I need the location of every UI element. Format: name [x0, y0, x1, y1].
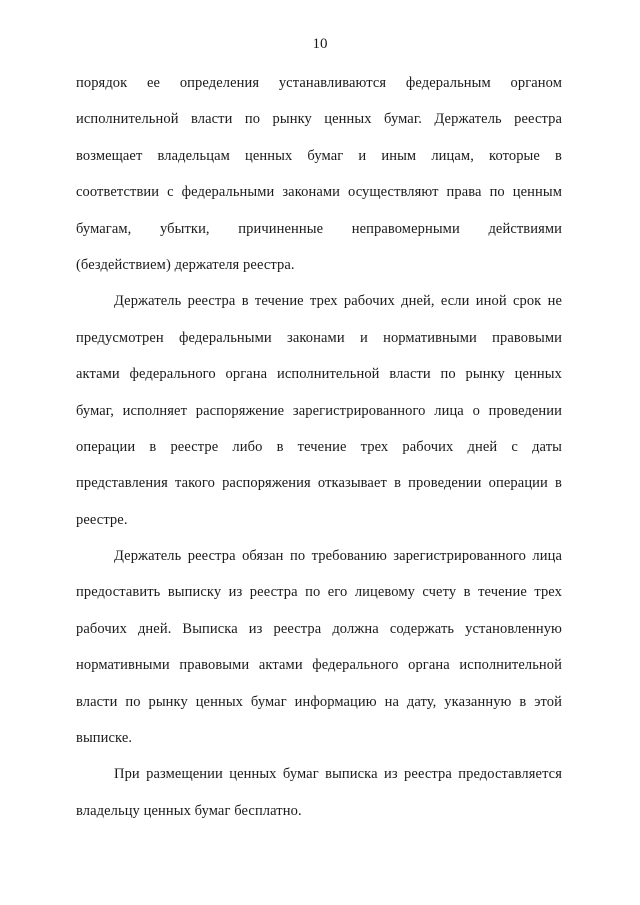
paragraph [76, 762, 562, 835]
text-line: исполнительной власти по рынку ценных бумаг. Держатель реестра [76, 111, 562, 128]
text-line: нормативными правовыми актами федерального органа исполнительной [76, 657, 562, 674]
text-line: возмещает владельцам ценных бумаг и иным лицам, которые в [76, 147, 562, 164]
text-line: предоставить выписку из реестра по его лицевому счету в течение трех [76, 584, 562, 601]
text-line: бумаг, исполняет распоряжение зарегистрированного лица о проведении [76, 402, 562, 419]
text-line: (бездействием) держателя реестра. [76, 256, 295, 273]
text-line: рабочих дней. Выписка из реестра должна содержать установленную [76, 620, 562, 637]
text-line: предусмотрен федеральными законами и нормативными правовыми [76, 329, 562, 346]
text-line: При размещении ценных бумаг выписка из реестра предоставляется [114, 766, 562, 783]
text-line: реестре. [76, 511, 128, 528]
text-line: Держатель реестра обязан по требованию зарегистрированного лица [114, 548, 562, 565]
text-line: операции в реестре либо в течение трех рабочих дней с даты [76, 438, 562, 455]
paragraph [76, 289, 562, 544]
text-line: власти по рынку ценных бумаг информацию на дату, указанную в этой [76, 693, 562, 710]
document-body [76, 71, 562, 835]
paragraph [76, 544, 562, 762]
page-number: 10 [312, 36, 328, 52]
text-line: бумагам, убытки, причиненные неправомерными действиями [76, 220, 562, 237]
text-line: Держатель реестра в течение трех рабочих дней, если иной срок не [114, 293, 562, 310]
text-line: порядок ее определения устанавливаются федеральным органом [76, 75, 562, 91]
text-line: представления такого распоряжения отказывает в проведении операции в [76, 475, 562, 492]
paragraph [76, 71, 562, 289]
text-line: выписке. [76, 730, 133, 747]
text-line: актами федерального органа исполнительной власти по рынку ценных [76, 366, 562, 383]
text-line: владельцу ценных бумаг бесплатно. [76, 802, 302, 819]
text-line: соответствии с федеральными законами осуществляют права по ценным [76, 184, 562, 201]
